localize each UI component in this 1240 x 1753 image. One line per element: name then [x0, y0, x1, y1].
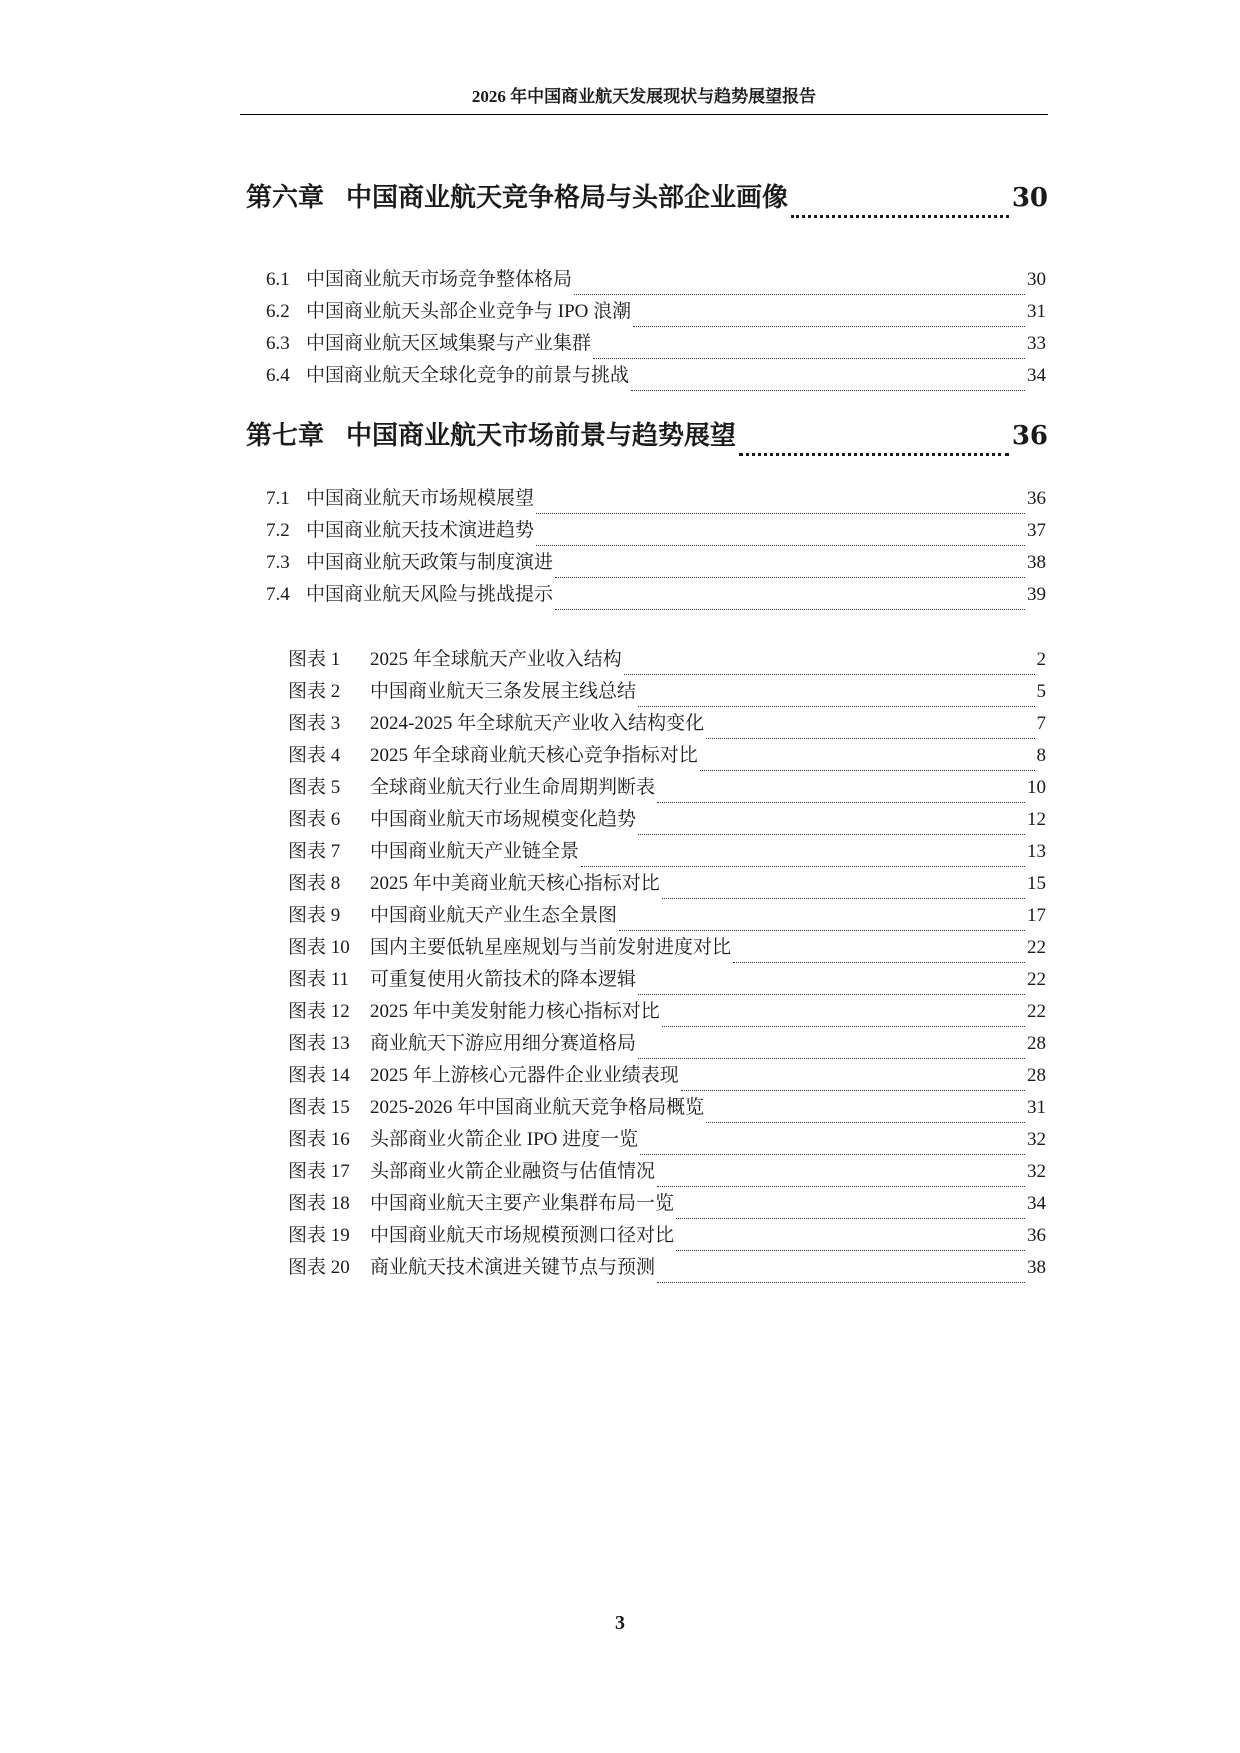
- figure-title: 中国商业航天产业链全景: [370, 841, 580, 862]
- toc-section-7-4[interactable]: [266, 580, 1046, 610]
- page-number: 31: [1027, 1097, 1046, 1118]
- section-number: 6.4: [266, 365, 290, 386]
- page-number: 39: [1027, 584, 1046, 605]
- figure-label: 图表 16: [288, 1129, 350, 1150]
- figure-entry-17[interactable]: [288, 1157, 1046, 1187]
- figure-entry-1[interactable]: [288, 645, 1046, 675]
- figure-label: 图表 2: [288, 681, 341, 702]
- dot-leader: [624, 652, 1035, 675]
- figure-title: 中国商业航天产业生态全景图: [370, 905, 618, 926]
- figure-title: 全球商业航天行业生命周期判断表: [370, 777, 656, 798]
- page-number: 15: [1027, 873, 1046, 894]
- figure-title: 2025 年中美发射能力核心指标对比: [370, 1001, 660, 1022]
- section-title: 中国商业航天区域集聚与产业集群: [306, 333, 592, 354]
- dot-leader: [706, 1100, 1025, 1123]
- dot-leader: [662, 1004, 1025, 1027]
- dot-leader: [676, 1228, 1025, 1251]
- section-number: 7.4: [266, 584, 290, 605]
- section-number: 7.3: [266, 552, 290, 573]
- dot-leader: [706, 716, 1034, 739]
- figure-title: 2025 年全球商业航天核心竞争指标对比: [370, 745, 698, 766]
- figure-label: 图表 6: [288, 809, 341, 830]
- dot-leader: [681, 1068, 1025, 1091]
- dot-leader: [536, 491, 1025, 514]
- dot-leader: [662, 876, 1025, 899]
- dot-leader: [739, 423, 1009, 456]
- page-number: 28: [1027, 1033, 1046, 1054]
- toc-section-6-2[interactable]: [266, 297, 1046, 327]
- dot-leader: [638, 684, 1034, 707]
- figure-label: 图表 18: [288, 1193, 350, 1214]
- toc-section-7-3[interactable]: [266, 548, 1046, 578]
- dot-leader: [700, 748, 1035, 771]
- dot-leader: [581, 844, 1025, 867]
- figure-entry-15[interactable]: [288, 1093, 1046, 1123]
- dot-leader: [676, 1196, 1025, 1219]
- page-number: 13: [1027, 841, 1046, 862]
- dot-leader: [791, 185, 1009, 218]
- figure-label: 图表 11: [288, 969, 350, 990]
- figure-entry-2[interactable]: [288, 677, 1046, 707]
- figure-label: 图表 9: [288, 905, 341, 926]
- figure-title: 可重复使用火箭技术的降本逻辑: [370, 969, 637, 990]
- figure-label: 图表 20: [288, 1257, 350, 1278]
- section-title: 中国商业航天政策与制度演进: [306, 552, 554, 573]
- figure-entry-5[interactable]: [288, 773, 1046, 803]
- page-number: 10: [1027, 777, 1046, 798]
- page-number: 38: [1027, 552, 1046, 573]
- figure-label: 图表 12: [288, 1001, 350, 1022]
- page-number: 33: [1027, 333, 1046, 354]
- toc-chapter-6[interactable]: [246, 178, 1048, 218]
- chapter-number: 第六章: [246, 183, 325, 213]
- dot-leader: [638, 812, 1025, 835]
- page-number: 22: [1027, 969, 1046, 990]
- figure-entry-6[interactable]: [288, 805, 1046, 835]
- page-number: 22: [1027, 937, 1046, 958]
- dot-leader: [657, 780, 1025, 803]
- figure-title: 2025 年中美商业航天核心指标对比: [370, 873, 660, 894]
- figure-label: 图表 14: [288, 1065, 350, 1086]
- page-number: 31: [1027, 301, 1046, 322]
- page-number: 5: [1036, 681, 1046, 702]
- toc-section-7-2[interactable]: [266, 516, 1046, 546]
- page-number: 12: [1027, 809, 1046, 830]
- figure-label: 图表 5: [288, 777, 341, 798]
- dot-leader: [733, 940, 1025, 963]
- figure-entry-19[interactable]: [288, 1221, 1046, 1251]
- section-number: 7.2: [266, 520, 290, 541]
- dot-leader: [657, 1260, 1025, 1283]
- dot-leader: [638, 1036, 1025, 1059]
- dot-leader: [631, 368, 1025, 391]
- figure-title: 2024-2025 年全球航天产业收入结构变化: [370, 713, 705, 734]
- figure-label: 图表 13: [288, 1033, 350, 1054]
- figure-title: 商业航天技术演进关键节点与预测: [370, 1257, 656, 1278]
- running-header: 2026 年中国商业航天发展现状与趋势展望报告: [471, 87, 817, 106]
- section-number: 7.1: [266, 488, 290, 509]
- figure-label: 图表 15: [288, 1097, 350, 1118]
- figure-entry-7[interactable]: [288, 837, 1046, 867]
- dot-leader: [536, 523, 1025, 546]
- figure-entry-9[interactable]: [288, 901, 1046, 931]
- header-rule: [240, 114, 1048, 115]
- figure-title: 中国商业航天三条发展主线总结: [370, 681, 637, 702]
- figure-entry-10[interactable]: [288, 933, 1046, 963]
- page-number: 8: [1036, 745, 1046, 766]
- section-number: 6.1: [266, 269, 290, 290]
- figure-title: 2025 年全球航天产业收入结构: [370, 649, 622, 670]
- page-number: 34: [1027, 1193, 1046, 1214]
- page-number: 36: [1011, 421, 1048, 451]
- dot-leader: [593, 336, 1025, 359]
- page-number: 37: [1027, 520, 1046, 541]
- figure-entry-8[interactable]: [288, 869, 1046, 899]
- page-number: 32: [1027, 1161, 1046, 1182]
- section-number: 6.3: [266, 333, 290, 354]
- toc-chapter-7[interactable]: [246, 416, 1048, 456]
- chapter-title: 中国商业航天市场前景与趋势展望: [346, 421, 737, 451]
- figure-label: 图表 4: [288, 745, 341, 766]
- toc-section-6-1[interactable]: [266, 265, 1046, 295]
- page-number: 38: [1027, 1257, 1046, 1278]
- section-title: 中国商业航天头部企业竞争与 IPO 浪潮: [306, 301, 632, 322]
- page-number: 17: [1027, 905, 1046, 926]
- figure-label: 图表 17: [288, 1161, 350, 1182]
- page-number: 36: [1027, 1225, 1046, 1246]
- figure-entry-11[interactable]: [288, 965, 1046, 995]
- figure-title: 2025-2026 年中国商业航天竞争格局概览: [370, 1097, 705, 1118]
- section-title: 中国商业航天全球化竞争的前景与挑战: [306, 365, 630, 386]
- figure-title: 2025 年上游核心元器件企业业绩表现: [370, 1065, 679, 1086]
- page-number: 2: [1036, 649, 1046, 670]
- section-title: 中国商业航天市场竞争整体格局: [306, 269, 573, 290]
- section-number: 6.2: [266, 301, 290, 322]
- dot-leader: [640, 1132, 1025, 1155]
- dot-leader: [657, 1164, 1025, 1187]
- page-number: 28: [1027, 1065, 1046, 1086]
- section-title: 中国商业航天风险与挑战提示: [306, 584, 554, 605]
- figure-entry-18[interactable]: [288, 1189, 1046, 1219]
- figure-title: 商业航天下游应用细分赛道格局: [370, 1033, 637, 1054]
- figure-entry-12[interactable]: [288, 997, 1046, 1027]
- dot-leader: [638, 972, 1025, 995]
- page-number: 30: [1011, 183, 1048, 213]
- dot-leader: [555, 555, 1025, 578]
- figure-label: 图表 3: [288, 713, 341, 734]
- figure-title: 头部商业火箭企业 IPO 进度一览: [370, 1129, 639, 1150]
- figure-title: 中国商业航天市场规模预测口径对比: [370, 1225, 675, 1246]
- figure-label: 图表 8: [288, 873, 341, 894]
- dot-leader: [619, 908, 1025, 931]
- figure-label: 图表 1: [288, 649, 341, 670]
- section-title: 中国商业航天技术演进趋势: [306, 520, 535, 541]
- chapter-title: 中国商业航天竞争格局与头部企业画像: [346, 183, 789, 213]
- page-number: 7: [1036, 713, 1046, 734]
- figure-entry-4[interactable]: [288, 741, 1046, 771]
- dot-leader: [574, 272, 1025, 295]
- figure-label: 图表 19: [288, 1225, 350, 1246]
- section-title: 中国商业航天市场规模展望: [306, 488, 535, 509]
- figure-entry-14[interactable]: [288, 1061, 1046, 1091]
- figure-entry-13[interactable]: [288, 1029, 1046, 1059]
- page-number: 36: [1027, 488, 1046, 509]
- figure-title: 国内主要低轨星座规划与当前发射进度对比: [370, 937, 732, 958]
- chapter-number: 第七章: [246, 421, 325, 451]
- figure-label: 图表 10: [288, 937, 350, 958]
- footer-page-number: 3: [615, 1612, 625, 1634]
- page-number: 34: [1027, 365, 1046, 386]
- figure-entry-3[interactable]: [288, 709, 1046, 739]
- dot-leader: [633, 304, 1025, 327]
- page-number: 22: [1027, 1001, 1046, 1022]
- toc-section-6-4[interactable]: [266, 361, 1046, 391]
- figure-entry-16[interactable]: [288, 1125, 1046, 1155]
- toc-section-7-1[interactable]: [266, 484, 1046, 514]
- page-number: 30: [1027, 269, 1046, 290]
- toc-section-6-3[interactable]: [266, 329, 1046, 359]
- page-number: 32: [1027, 1129, 1046, 1150]
- figure-label: 图表 7: [288, 841, 341, 862]
- figure-title: 中国商业航天市场规模变化趋势: [370, 809, 637, 830]
- figure-title: 头部商业火箭企业融资与估值情况: [370, 1161, 656, 1182]
- dot-leader: [555, 587, 1025, 610]
- figure-entry-20[interactable]: [288, 1253, 1046, 1283]
- figure-title: 中国商业航天主要产业集群布局一览: [370, 1193, 675, 1214]
